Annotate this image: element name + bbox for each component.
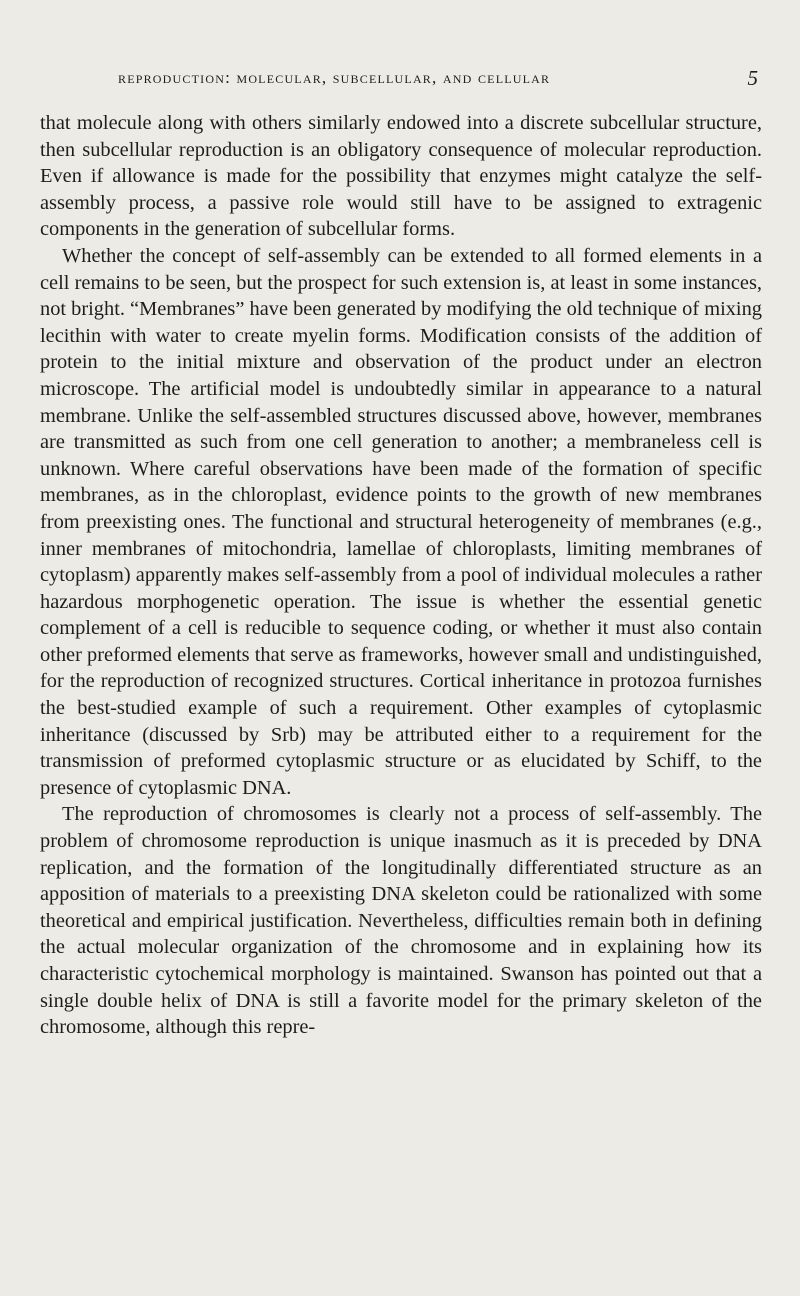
paragraph-1: that molecule along with others similarly endowed into a discrete subcellular structure, then subcellular reproduction is an obligatory consequence of molecular reproduction. Even if allowance is made for the possibility that enzymes might catalyze the self-assembly process, a passive role would still have to be assigned to extragenic components in the generation of subcellular forms.	[40, 112, 762, 241]
running-title: reproduction: molecular, subcellular, and cellular	[118, 68, 551, 87]
body-text	[40, 110, 762, 1041]
running-header	[40, 68, 760, 92]
paragraph-2: Whether the concept of self-assembly can be extended to all formed elements in a cell remains to be seen, but the prospect for such extension is, at least in some instances, not bright. “Membranes” have been generated by modifying the old technique of mixing lecithin with water to create myelin forms. Modification consists of the addition of protein to the initial mixture and observation of the product under an electron microscope. The artificial model is undoubtedly similar in appearance to a natural membrane. Unlike the self-assembled structures discussed above, however, membranes are transmitted as such from one cell generation to another; a membraneless cell is unknown. Where careful observations have been made of the formation of specific membranes, as in the chloroplast, evidence points to the growth of new membranes from preexisting ones. The functional and structural heterogeneity of membranes (e.g., inner membranes of mitochondria, lamellae of chloroplasts, limiting membranes of cytoplasm) apparently makes self-assembly from a pool of individual molecules a rather hazardous morphogenetic operation. The issue is whether the essential genetic complement of a cell is reducible to sequence coding, or whether it must also contain other preformed elements that serve as frameworks, however small and undistinguished, for the reproduction of recognized structures. Cortical inheritance in protozoa furnishes the best-studied example of such a requirement. Other examples of cytoplasmic inheritance (discussed by Srb) may be attributed either to a requirement for the transmission of preformed cytoplasmic structure or as elucidated by Schiff, to the presence of cytoplasmic DNA.	[40, 244, 762, 799]
paragraph-3: The reproduction of chromosomes is clearly not a process of self-assembly. The problem of chromosome reproduction is unique inasmuch as it is preceded by DNA replication, and the formation of the longitudinally differentiated structure as an apposition of materials to a preexisting DNA skeleton could be rationalized with some theoretical and empirical justification. Nevertheless, difficulties remain both in defining the actual molecular organization of the chromosome and in explaining how its characteristic cytochemical morphology is maintained. Swanson has pointed out that a single double helix of DNA is still a favorite model for the primary skeleton of the chromosome, although this repre-	[40, 803, 762, 1039]
page-number: 5	[747, 66, 758, 90]
